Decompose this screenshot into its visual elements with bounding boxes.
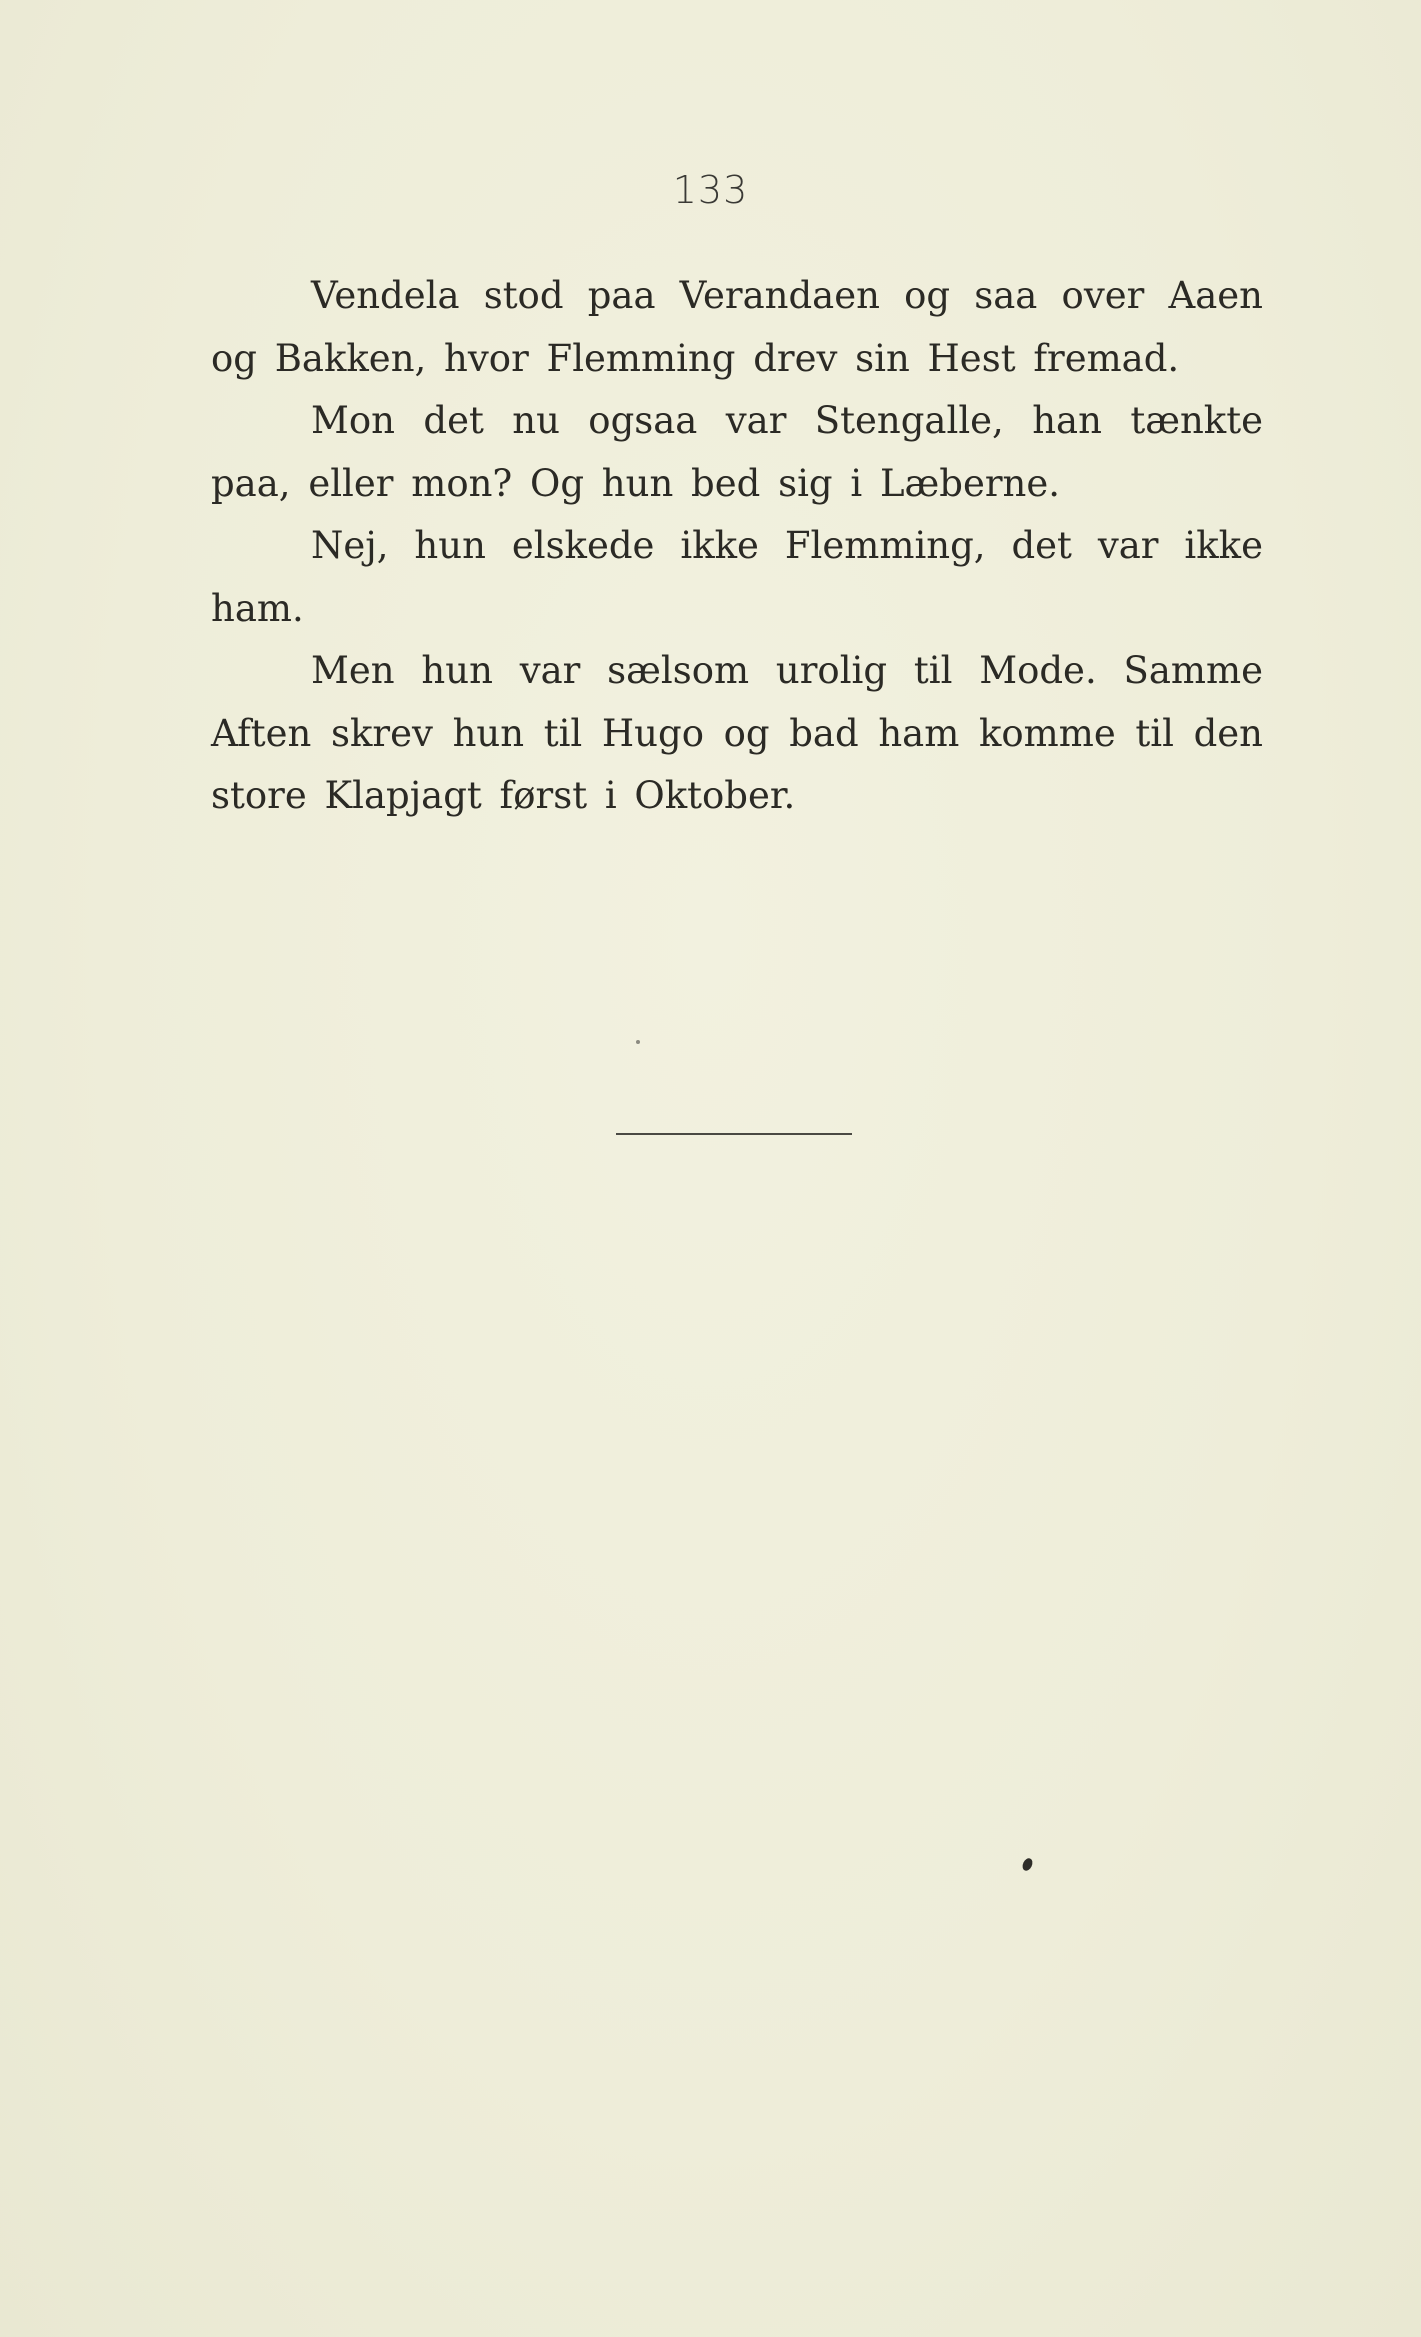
ink-speck <box>636 1040 640 1044</box>
page-number: 133 <box>672 168 749 212</box>
paragraph: Mon det nu ogsaa var Stengalle, han tænkte paa, eller mon? Og hun bed sig i Læberne. <box>211 399 1263 505</box>
paragraph: Vendela stod paa Verandaen og saa over Aaen og Bakken, hvor Flemming drev sin Hest fremad. <box>211 274 1263 380</box>
paragraph: Men hun var sælsom urolig til Mode. Samme Aften skrev hun til Hugo og bad ham komme til den store Klapjagt først i Oktober. <box>211 649 1263 817</box>
paragraph: Nej, hun elskede ikke Flemming, det var ikke ham. <box>211 524 1263 630</box>
ink-speck <box>1021 1857 1035 1873</box>
body-text <box>211 265 1263 828</box>
section-divider <box>616 1133 852 1135</box>
